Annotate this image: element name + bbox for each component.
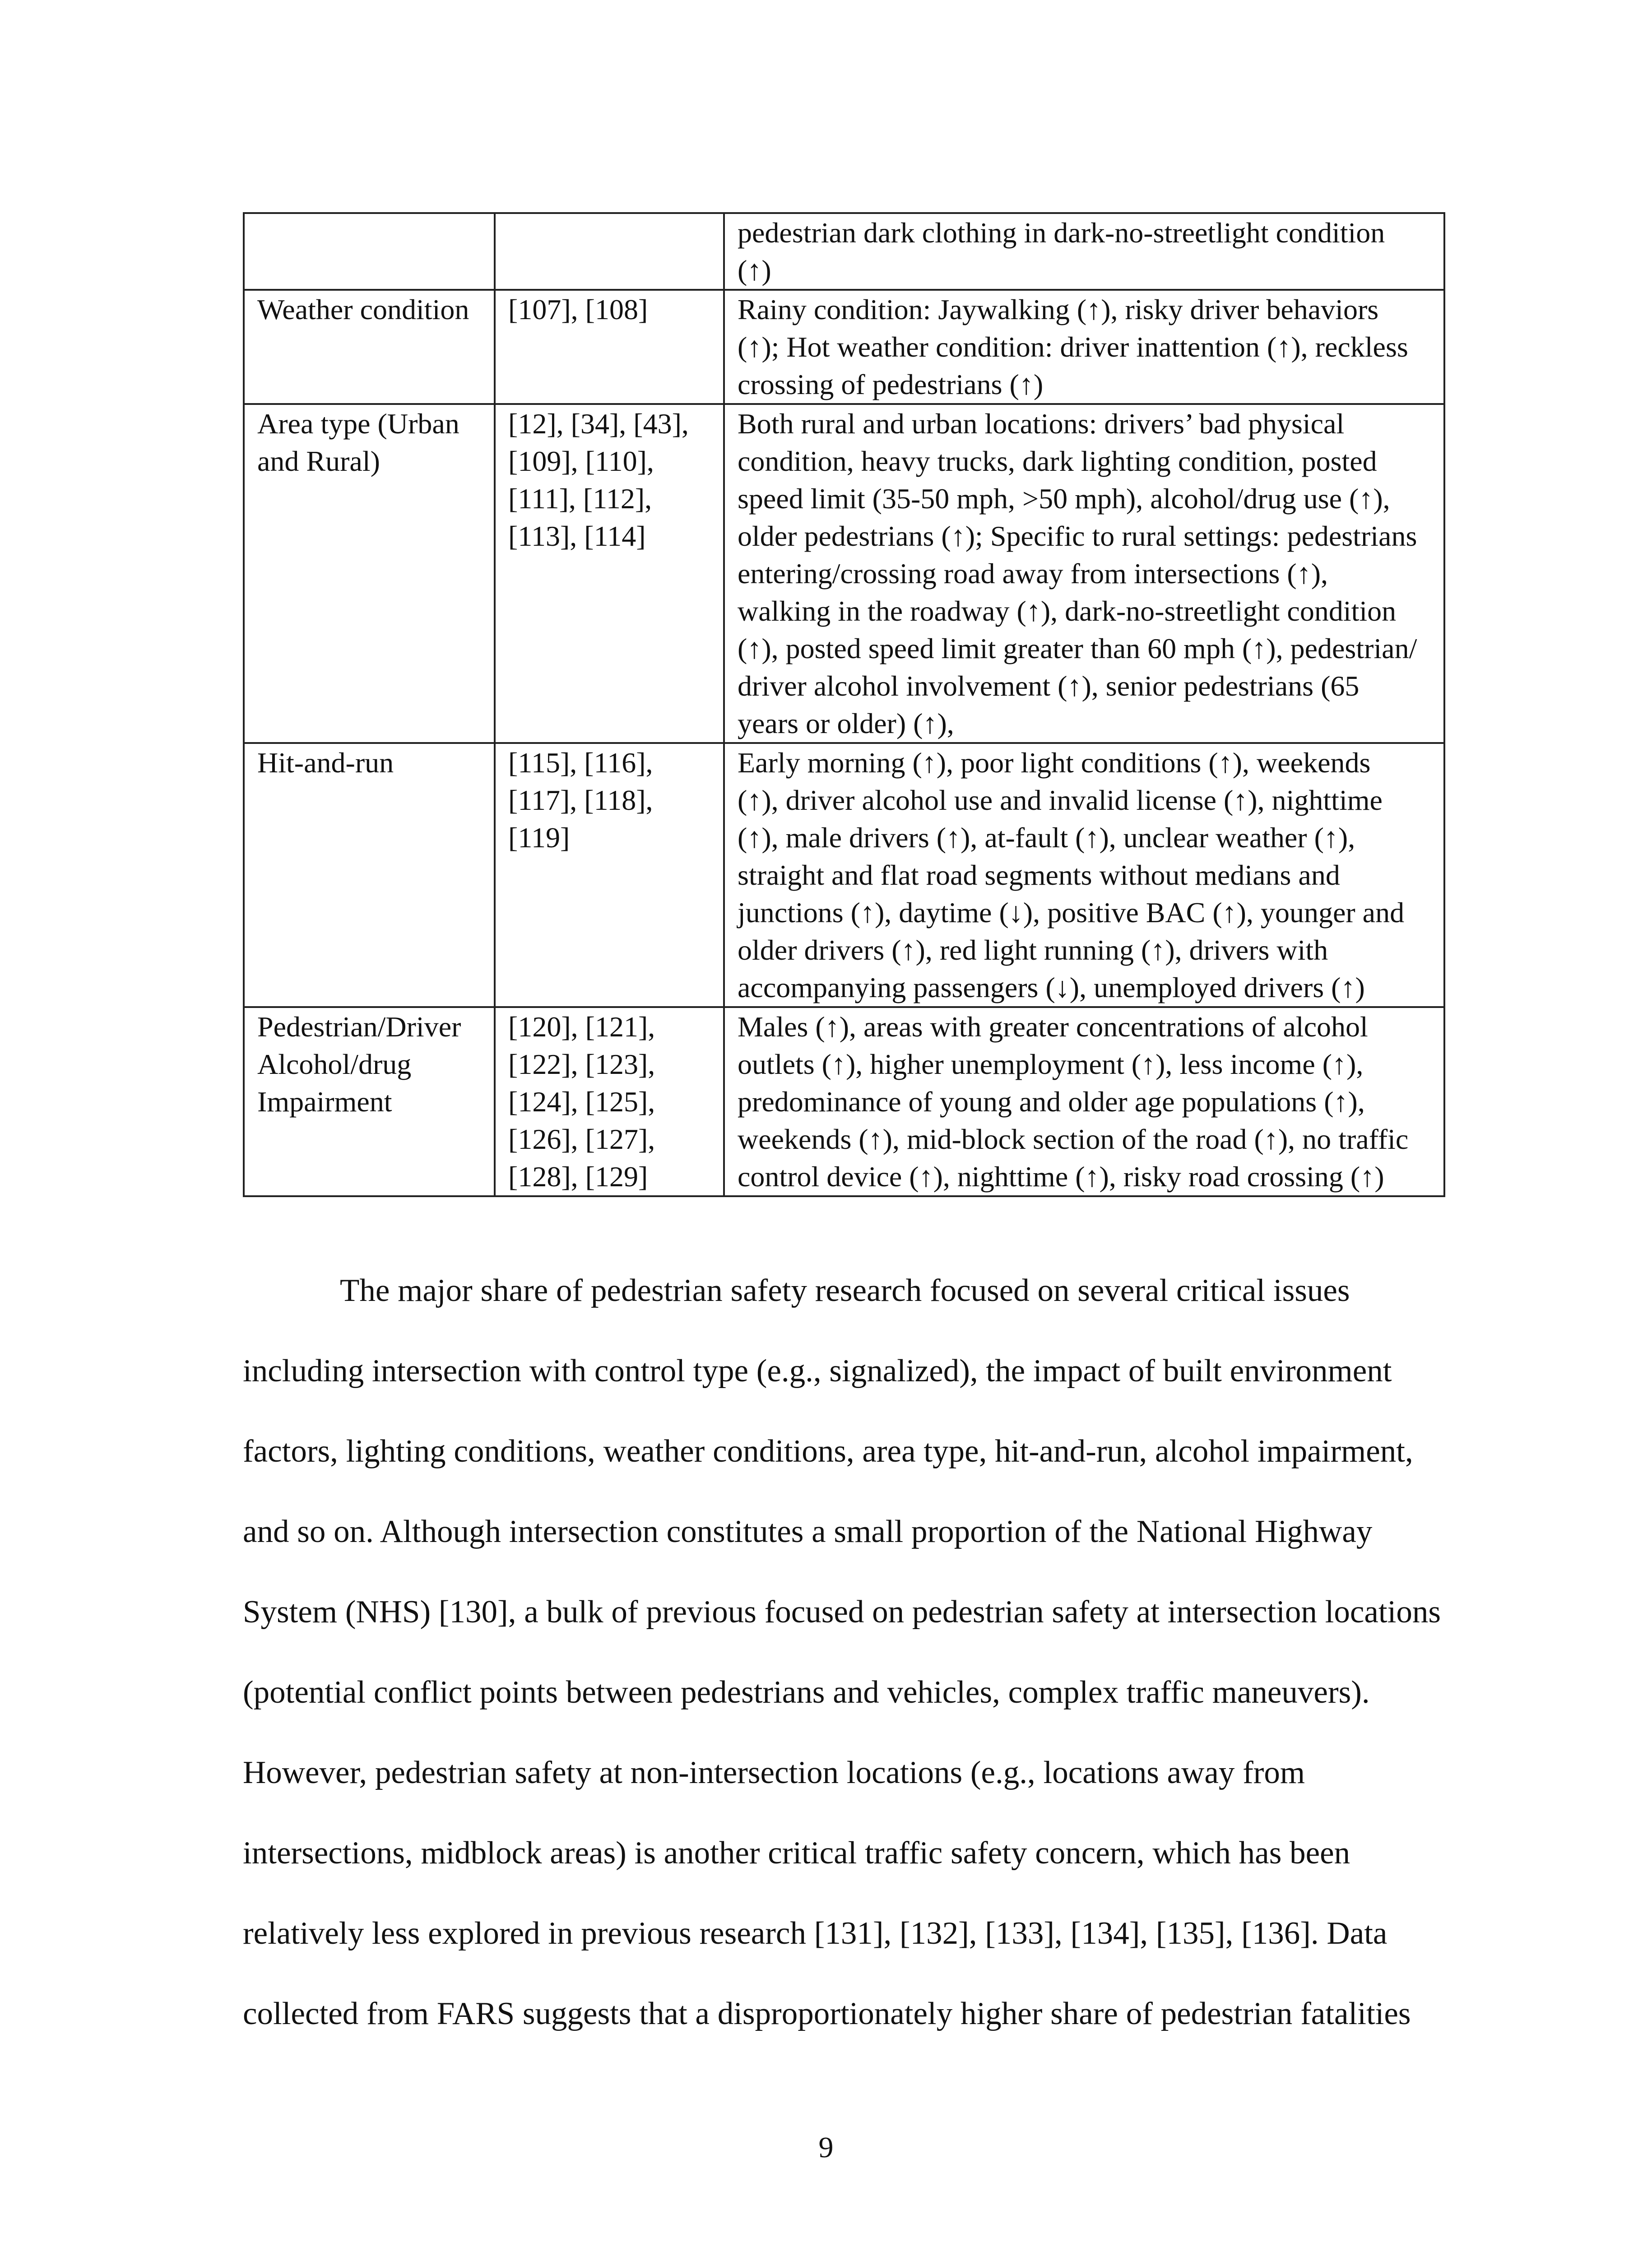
cell-line: outlets (↑), higher unemployment (↑), less income (↑), (738, 1048, 1364, 1080)
factor-cell (244, 1007, 495, 1196)
cell-line: walking in the roadway (↑), dark-no-streetlight condition (738, 595, 1397, 627)
cell-line: [126], [127], (508, 1123, 655, 1155)
cell-line: driver alcohol involvement (↑), senior pedestrians (65 (738, 670, 1360, 702)
cell-line: Males (↑), areas with greater concentrations of alcohol (738, 1011, 1368, 1043)
paragraph-line: System (NHS) [130], a bulk of previous focused on pedestrian safety at intersection locations (243, 1594, 1441, 1630)
cell-line: speed limit (35-50 mph, >50 mph), alcohol/drug use (↑), (738, 483, 1390, 515)
factor-cell (244, 743, 495, 1007)
cell-line: control device (↑), nighttime (↑), risky road crossing (↑) (738, 1161, 1384, 1193)
table-row (244, 743, 1444, 1007)
cell-line: pedestrian dark clothing in dark-no-streetlight condition (738, 217, 1385, 249)
cell-line: (↑), posted speed limit greater than 60 mph (↑), pedestrian/ (738, 632, 1417, 664)
paragraph-line: collected from FARS suggests that a disproportionately higher share of pedestrian fatalities (243, 1996, 1411, 2031)
references-cell (495, 743, 724, 1007)
cell-line: [12], [34], [43], (508, 408, 689, 440)
references-cell (495, 290, 724, 404)
literature-summary-table (243, 212, 1445, 1197)
findings-cell (724, 213, 1444, 290)
cell-line: straight and flat road segments without medians and (738, 859, 1340, 891)
body-paragraph (243, 1250, 1443, 2054)
cell-line: [120], [121], (508, 1011, 655, 1043)
table-row (244, 290, 1444, 404)
cell-line: [117], [118], (508, 784, 653, 816)
paragraph-line: relatively less explored in previous research [131], [132], [133], [134], [135], [136]. Data (243, 1916, 1387, 1951)
cell-line: older pedestrians (↑); Specific to rural settings: pedestrians (738, 520, 1417, 552)
cell-line: [122], [123], (508, 1048, 655, 1080)
cell-line: older drivers (↑), red light running (↑), drivers with (738, 934, 1328, 966)
paragraph-line: factors, lighting conditions, weather conditions, area type, hit-and-run, alcohol impairment, (243, 1434, 1413, 1469)
paragraph-line: However, pedestrian safety at non-intersection locations (e.g., locations away from (243, 1755, 1305, 1790)
cell-line: Pedestrian/Driver (257, 1011, 461, 1043)
table-row (244, 213, 1444, 290)
paragraph-line: The major share of pedestrian safety research focused on several critical issues (340, 1273, 1350, 1308)
findings-cell (724, 1007, 1444, 1196)
cell-line: [107], [108] (508, 293, 648, 325)
cell-line: Weather condition (257, 293, 469, 325)
cell-line: and Rural) (257, 445, 380, 477)
cell-line: predominance of young and older age populations (↑), (738, 1086, 1365, 1118)
cell-line: [115], [116], (508, 747, 653, 779)
paragraph-line: and so on. Although intersection constitutes a small proportion of the National Highway (243, 1514, 1373, 1549)
cell-line: entering/crossing road away from intersections (↑), (738, 557, 1328, 590)
cell-line: [111], [112], (508, 483, 652, 515)
cell-line: (↑); Hot weather condition: driver inattention (↑), reckless (738, 331, 1408, 363)
cell-line: condition, heavy trucks, dark lighting condition, posted (738, 445, 1377, 477)
cell-line: Hit-and-run (257, 747, 394, 779)
cell-line: Early morning (↑), poor light conditions (↑), weekends (738, 747, 1371, 779)
references-cell (495, 1007, 724, 1196)
cell-line: [119] (508, 822, 570, 854)
table-row (244, 404, 1444, 743)
factor-cell (244, 290, 495, 404)
findings-cell (724, 743, 1444, 1007)
findings-cell (724, 290, 1444, 404)
table-row (244, 1007, 1444, 1196)
cell-line: [124], [125], (508, 1086, 655, 1118)
findings-cell (724, 404, 1444, 743)
cell-line: junctions (↑), daytime (↓), positive BAC (↑), younger and (738, 896, 1405, 929)
cell-line: Impairment (257, 1086, 392, 1118)
cell-line: crossing of pedestrians (↑) (738, 368, 1044, 400)
cell-line: weekends (↑), mid-block section of the road (↑), no traffic (738, 1123, 1409, 1155)
cell-line: (↑), male drivers (↑), at-fault (↑), unclear weather (↑), (738, 822, 1355, 854)
cell-line: (↑) (738, 254, 771, 286)
references-cell (495, 213, 724, 290)
cell-line: Area type (Urban (257, 408, 459, 440)
cell-line: years or older) (↑), (738, 707, 954, 739)
page-number: 9 (818, 2131, 834, 2164)
cell-line: (↑), driver alcohol use and invalid license (↑), nighttime (738, 784, 1383, 816)
paragraph-line: intersections, midblock areas) is another critical traffic safety concern, which has been (243, 1835, 1350, 1871)
cell-line: Rainy condition: Jaywalking (↑), risky driver behaviors (738, 293, 1379, 325)
cell-line: [128], [129] (508, 1161, 648, 1193)
cell-line: [113], [114] (508, 520, 646, 552)
references-cell (495, 404, 724, 743)
cell-line: accompanying passengers (↓), unemployed drivers (↑) (738, 971, 1365, 1003)
paragraph-line: including intersection with control type (e.g., signalized), the impact of built environment (243, 1353, 1392, 1389)
cell-line: Both rural and urban locations: drivers’ bad physical (738, 408, 1345, 440)
cell-line: Alcohol/drug (257, 1048, 412, 1080)
factor-cell (244, 213, 495, 290)
paragraph-line: (potential conflict points between pedestrians and vehicles, complex traffic maneuvers). (243, 1675, 1370, 1710)
factor-cell (244, 404, 495, 743)
cell-line: [109], [110], (508, 445, 654, 477)
